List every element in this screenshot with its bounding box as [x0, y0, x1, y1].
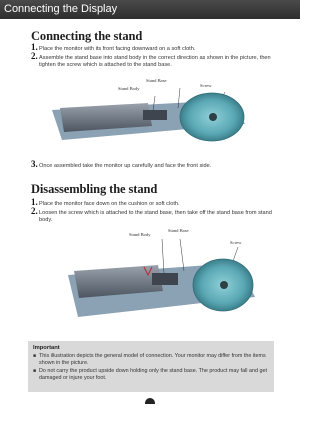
step-text: Once assembled take the monitor up carefully and face the front side.: [39, 163, 212, 169]
connecting-step-3: [31, 159, 281, 170]
step-text: Place the monitor face down on the cushion or soft cloth.: [39, 201, 180, 207]
section-title-connecting: Connecting the stand: [31, 29, 143, 43]
important-item-text: Do not carry the product upside down holding only the stand base. The product may fall and get damaged or injure your foot.: [39, 368, 267, 381]
stand-body-shape: [143, 110, 167, 120]
step-number: 2.: [31, 206, 38, 216]
section-title-disassembling: Disassembling the stand: [31, 182, 158, 196]
important-item-text: This illustration depicts the general model of connection. Your monitor may differ from the items shown in the picture.: [39, 353, 266, 366]
important-title: Important: [33, 345, 60, 351]
header-title: Connecting the Display: [4, 3, 118, 15]
callout-stand-body: Stand Body: [129, 232, 151, 237]
step-number: 1.: [31, 197, 38, 207]
step-number: 1.: [31, 42, 38, 52]
step-text: Place the monitor with its front facing downward on a soft cloth.: [39, 46, 196, 52]
connecting-step-1: [31, 42, 281, 53]
leader-line: [180, 239, 184, 271]
step-number: 2.: [31, 51, 38, 61]
step-text: Assemble the stand base into stand body in the correct direction as shown in the picture, then tighten the screw which is attached to the stand base.: [39, 55, 271, 69]
stand-body-shape: [152, 273, 178, 285]
screw-shape: [209, 113, 217, 121]
callout-stand-base: Stand Base: [168, 228, 189, 233]
step-number: 3.: [31, 159, 38, 169]
header-bar: [0, 0, 300, 19]
disassembling-step-2: [31, 206, 281, 225]
step-text: Loosen the screw which is attached to the stand base, then take off the stand base from stand body.: [39, 210, 272, 224]
callout-stand-base: Stand Base: [146, 78, 167, 83]
page-number-marker: [145, 398, 155, 404]
important-notice: [28, 341, 274, 392]
important-item: [33, 368, 268, 382]
important-item: [33, 353, 268, 367]
callout-screw: Screw: [230, 240, 242, 245]
callout-screw: Screw: [200, 83, 212, 88]
bullet-icon: ■: [33, 353, 37, 359]
callout-stand-body: Stand Body: [118, 86, 140, 91]
screw-shape: [220, 281, 228, 289]
bullet-icon: ■: [33, 368, 37, 374]
connecting-step-2: [31, 51, 281, 70]
disassembling-step-1: [31, 197, 281, 208]
